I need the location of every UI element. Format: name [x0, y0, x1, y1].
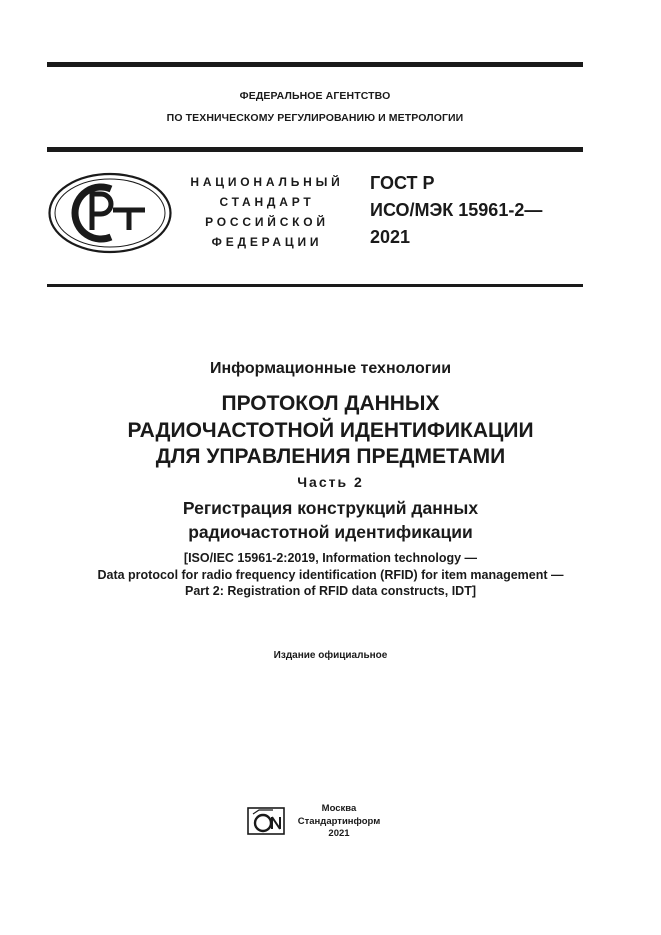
edition-label: Издание официальное — [273, 650, 388, 661]
national-standard-line: ФЕДЕРАЦИИ — [211, 235, 323, 249]
designation-line: ГОСТ Р — [370, 173, 435, 193]
designation-rule — [47, 284, 583, 287]
part-title-line: радиочастотной идентификации — [188, 522, 473, 542]
part-number: Часть 2 — [297, 474, 364, 490]
designation-line: ИСО/МЭК 15961-2— — [370, 200, 543, 220]
designation-line: 2021 — [370, 227, 411, 247]
publisher-city: Москва — [321, 803, 357, 814]
iso-reference-line: [ISO/IEC 15961-2:2019, Information technology — — [183, 551, 478, 565]
iso-reference-line: Data protocol for radio frequency identification (RFID) for item management — — [97, 567, 564, 582]
agency-name-line1: ФЕДЕРАЛЬНОЕ АГЕНТСТВО — [239, 90, 391, 102]
main-title-line: ДЛЯ УПРАВЛЕНИЯ ПРЕДМЕТАМИ — [155, 445, 506, 468]
standard-designation — [370, 170, 585, 251]
national-standard-label — [178, 172, 356, 252]
publisher-name: Стандартинформ — [297, 815, 381, 827]
national-standard-line: СТАНДАРТ — [219, 195, 315, 209]
rst-conformity-mark-icon — [47, 172, 173, 254]
general-title: Информационные технологии — [209, 360, 452, 377]
part-title — [20, 496, 641, 544]
publisher-year: 2021 — [328, 828, 350, 839]
part-title-line: Регистрация конструкций данных — [182, 498, 479, 518]
main-title-line: ПРОТОКОЛ ДАННЫХ — [221, 392, 440, 415]
main-title — [20, 391, 641, 471]
iso-reference-line: Part 2: Registration of RFID data constructs, IDT] — [184, 584, 476, 598]
national-standard-line: НАЦИОНАЛЬНЫЙ — [190, 175, 344, 189]
main-title-line: РАДИОЧАСТОТНОЙ ИДЕНТИФИКАЦИИ — [127, 418, 534, 442]
header-rule — [47, 147, 583, 152]
standartinform-logo-icon — [247, 806, 285, 836]
publisher-info — [292, 803, 386, 841]
top-rule — [47, 62, 583, 67]
iso-reference — [20, 550, 641, 600]
agency-name-line2: ПО ТЕХНИЧЕСКОМУ РЕГУЛИРОВАНИЮ И МЕТРОЛОГИИ — [166, 112, 464, 124]
national-standard-line: РОССИЙСКОЙ — [205, 215, 329, 229]
